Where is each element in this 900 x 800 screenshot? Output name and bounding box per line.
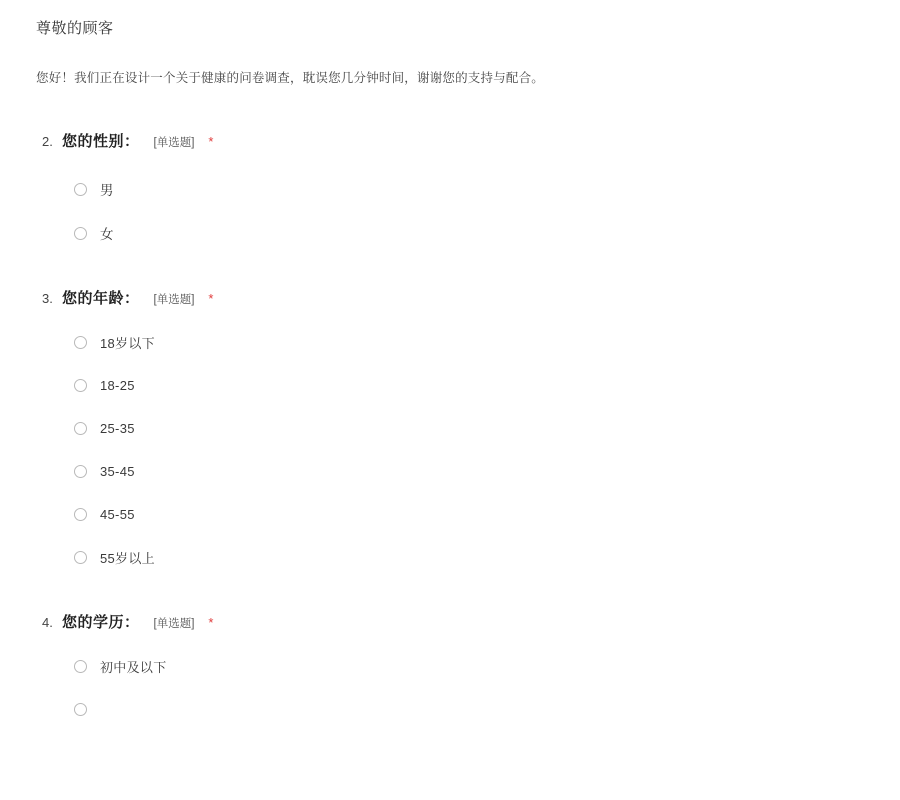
required-asterisk: * — [208, 134, 214, 149]
option-label: 初中及以下 — [100, 659, 167, 675]
option-label: 18-25 — [100, 377, 135, 393]
question-header — [36, 130, 864, 151]
radio-icon[interactable] — [74, 183, 87, 196]
option-row[interactable] — [74, 459, 864, 483]
question-header — [36, 611, 864, 632]
question-type-label: [单选题] — [153, 137, 195, 149]
question-number: 4. — [42, 615, 53, 630]
radio-icon[interactable] — [74, 551, 87, 564]
question-education — [36, 611, 864, 721]
option-row[interactable] — [74, 221, 864, 245]
option-label: 25-35 — [100, 420, 135, 436]
radio-icon[interactable] — [74, 379, 87, 392]
option-row[interactable] — [74, 330, 864, 354]
option-row[interactable] — [74, 654, 864, 678]
option-label: 35-45 — [100, 463, 135, 479]
required-asterisk: * — [208, 615, 214, 630]
radio-icon[interactable] — [74, 508, 87, 521]
question-title: 您的性别： — [62, 133, 140, 150]
option-row[interactable] — [74, 697, 864, 721]
option-list — [36, 177, 864, 245]
option-row[interactable] — [74, 373, 864, 397]
option-row[interactable] — [74, 502, 864, 526]
page-title: 尊敬的顾客 — [36, 20, 114, 37]
radio-icon[interactable] — [74, 660, 87, 673]
question-title: 您的年龄： — [62, 290, 140, 307]
radio-icon[interactable] — [74, 465, 87, 478]
option-row[interactable] — [74, 416, 864, 440]
option-label: 18岁以下 — [100, 335, 155, 351]
option-label: 55岁以上 — [100, 550, 155, 566]
required-asterisk: * — [208, 291, 214, 306]
option-row[interactable] — [74, 545, 864, 569]
question-header — [36, 287, 864, 308]
option-list — [36, 330, 864, 569]
question-title: 您的学历： — [62, 614, 140, 631]
radio-icon[interactable] — [74, 227, 87, 240]
radio-icon[interactable] — [74, 422, 87, 435]
survey-intro-text: 您好！我们正在设计一个关于健康的问卷调查，耽误您几分钟时间，谢谢您的支持与配合。 — [36, 71, 545, 85]
option-row[interactable] — [74, 177, 864, 201]
question-type-label: [单选题] — [153, 618, 195, 630]
question-number: 3. — [42, 291, 53, 306]
option-label: 男 — [100, 183, 114, 198]
radio-icon[interactable] — [74, 703, 87, 716]
question-age — [36, 287, 864, 569]
question-type-label: [单选题] — [153, 294, 195, 306]
question-gender — [36, 130, 864, 245]
option-list — [36, 654, 864, 721]
option-label: 女 — [100, 227, 114, 242]
radio-icon[interactable] — [74, 336, 87, 349]
option-label: 45-55 — [100, 506, 135, 522]
question-number: 2. — [42, 134, 53, 149]
